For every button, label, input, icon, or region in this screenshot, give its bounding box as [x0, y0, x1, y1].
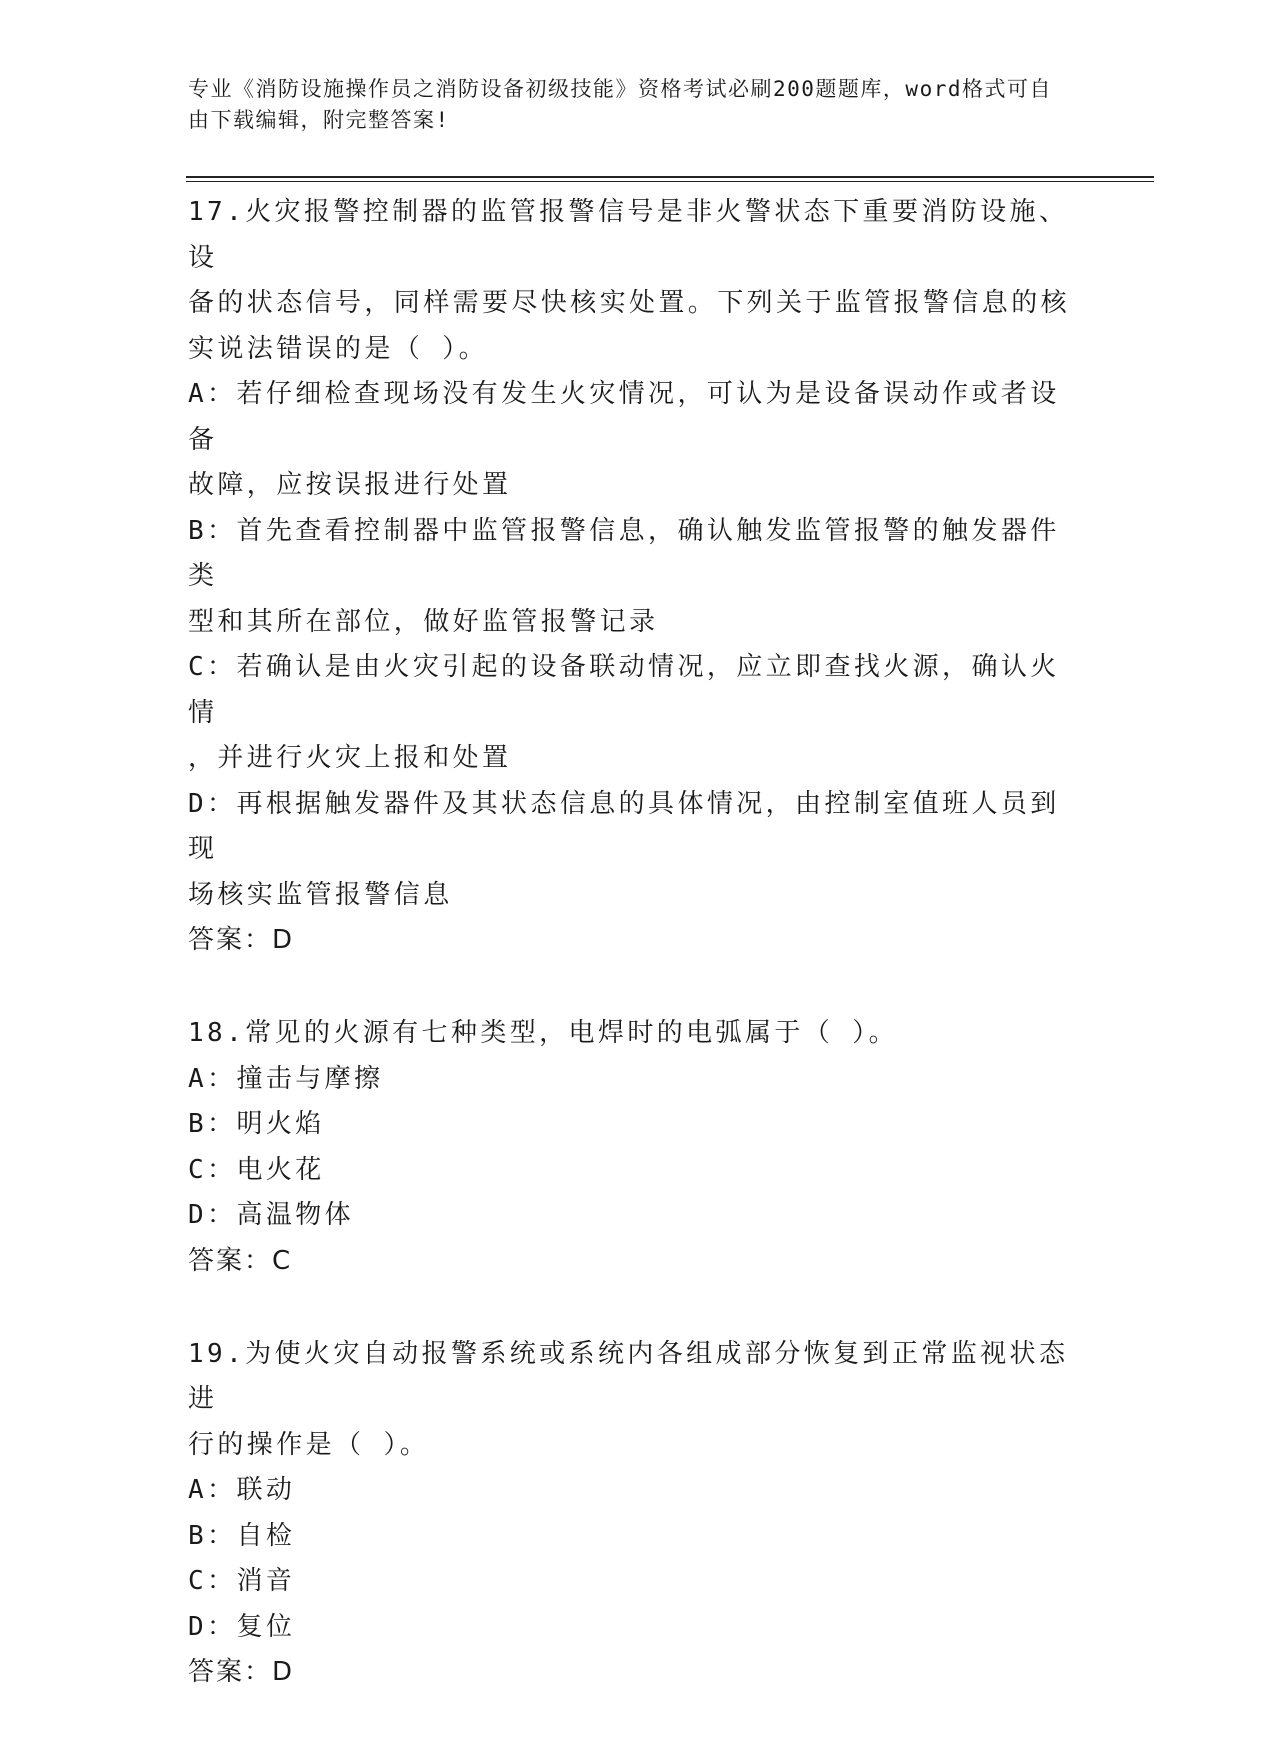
option-b: B：首先查看控制器中监管报警信息，确认触发监管报警的触发器件类 — [188, 515, 1060, 591]
option-d: D：再根据触发器件及其状态信息的具体情况，由控制室值班人员到现 — [188, 788, 1060, 864]
question-18 — [188, 1011, 1088, 1284]
question-list — [188, 190, 1088, 1743]
option-c-continued: ，并进行火灾上报和处置 — [188, 743, 512, 773]
question-line: 18.常见的火源有七种类型，电焊时的电弧属于（ ）。 — [188, 1018, 899, 1048]
question-line: 备的状态信号，同样需要尽快核实处置。下列关于监管报警信息的核 — [188, 288, 1071, 318]
question-line: 17.火灾报警控制器的监管报警信号是非火警状态下重要消防设施、设 — [188, 197, 1069, 273]
answer-17: 答案：D — [188, 925, 295, 955]
option-c: C：消音 — [188, 1566, 296, 1596]
answer-19: 答案：D — [188, 1657, 295, 1687]
question-19 — [188, 1332, 1088, 1696]
option-c: C：若确认是由火灾引起的设备联动情况，应立即查找火源，确认火情 — [188, 652, 1060, 728]
question-17 — [188, 190, 1088, 963]
question-line: 实说法错误的是（ ）。 — [188, 333, 489, 364]
option-a-continued: 故障，应按误报进行处置 — [188, 470, 512, 500]
option-d: D：高温物体 — [188, 1200, 355, 1230]
option-b-continued: 型和其所在部位，做好监管报警记录 — [188, 606, 659, 637]
option-b: B：明火焰 — [188, 1109, 325, 1139]
question-line: 行的操作是（ ）。 — [188, 1429, 430, 1460]
option-c: C：电火花 — [188, 1154, 325, 1185]
question-line: 19.为使火灾自动报警系统或系统内各组成部分恢复到正常监视状态进 — [188, 1338, 1069, 1414]
option-a: A：撞击与摩擦 — [188, 1063, 384, 1094]
option-d-continued: 场核实监管报警信息 — [188, 879, 453, 910]
option-d: D：复位 — [188, 1611, 296, 1642]
header-rule-thin — [186, 181, 1154, 182]
document-header: 专业《消防设施操作员之消防设备初级技能》资格考试必刷200题题库，word格式可自由下载编辑，附完整答案! — [188, 77, 1052, 132]
option-a: A：联动 — [188, 1475, 296, 1505]
answer-18: 答案：C — [188, 1245, 293, 1276]
option-b: B：自检 — [188, 1520, 296, 1551]
header-rule-thick — [186, 176, 1154, 178]
option-a: A：若仔细检查现场没有发生火灾情况，可认为是设备误动作或者设备 — [188, 379, 1060, 455]
